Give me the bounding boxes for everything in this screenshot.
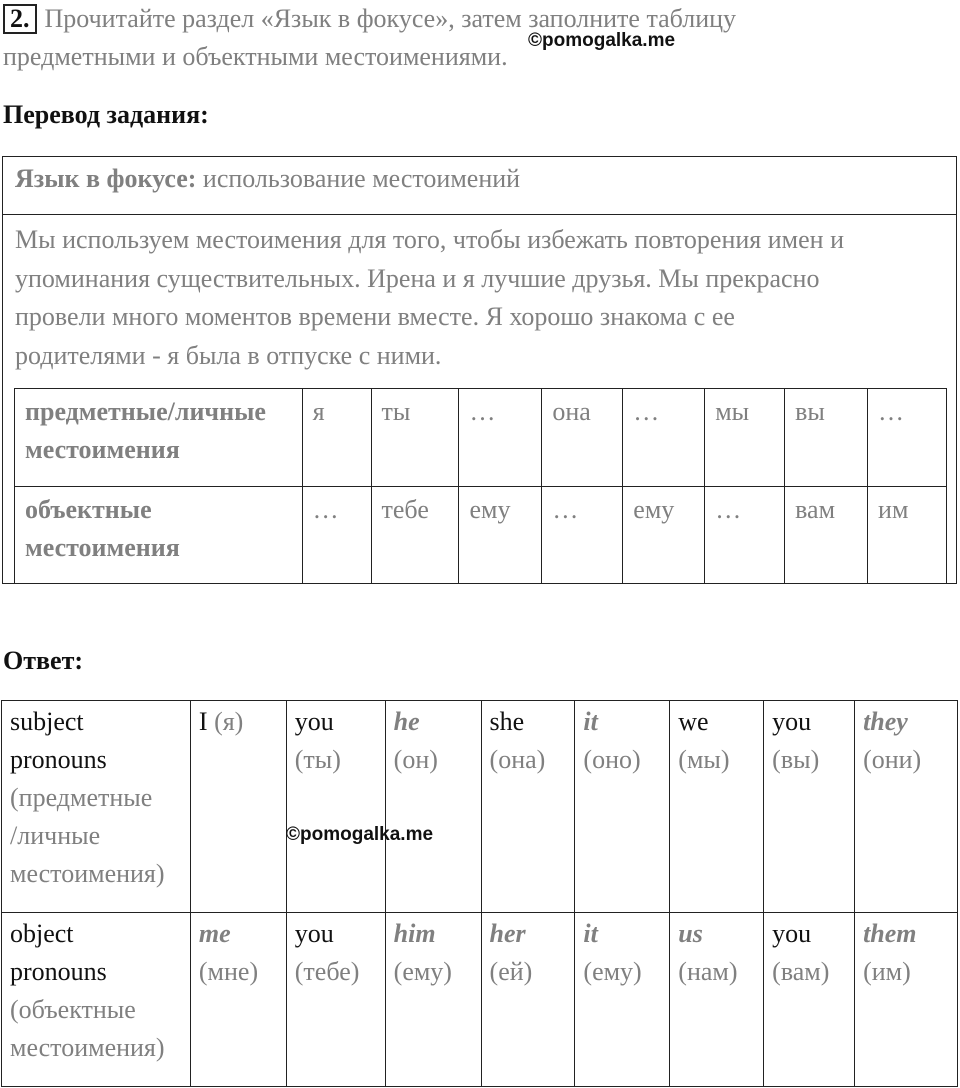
- table-cell: we (мы): [670, 701, 764, 913]
- watermark-top: ©pomogalka.me: [528, 30, 676, 51]
- answer-heading: Ответ:: [3, 646, 84, 675]
- table-cell: him (ему): [385, 913, 481, 1087]
- table-header-cell: предметные/личные местоимения: [15, 389, 303, 487]
- table-row: [15, 389, 947, 487]
- table-cell: she (она): [481, 701, 575, 913]
- watermark-answer: ©pomogalka.me: [286, 824, 434, 845]
- focus-paragraph: [3, 215, 956, 375]
- table-cell: ты: [371, 389, 459, 487]
- table-cell: она: [542, 389, 623, 487]
- task-number: 2.: [3, 4, 37, 34]
- table-cell: …: [542, 486, 623, 584]
- focus-line: провели много моментов времени вместе. Я хорошо знакома с ее: [15, 302, 735, 331]
- table-cell: …: [302, 486, 371, 584]
- focus-pronoun-table: [14, 388, 947, 584]
- task-statement: [3, 0, 953, 38]
- table-cell: …: [459, 389, 542, 487]
- task-line-2: предметными и объектными местоимениями.: [3, 42, 508, 71]
- table-cell: you (ты): [286, 701, 385, 913]
- table-cell: they (они): [855, 701, 958, 913]
- answer-table: [1, 700, 958, 1087]
- table-cell: им: [868, 486, 947, 584]
- table-cell: I (я): [190, 701, 286, 913]
- table-cell: …: [705, 486, 785, 584]
- table-cell: я: [302, 389, 371, 487]
- table-row: [2, 913, 958, 1087]
- table-cell: мы: [705, 389, 785, 487]
- focus-title: [3, 157, 956, 215]
- table-cell: …: [868, 389, 947, 487]
- focus-title-rest: использование местоимений: [196, 164, 521, 193]
- table-cell: me (мне): [190, 913, 286, 1087]
- table-cell: ему: [623, 486, 705, 584]
- focus-title-bold: Язык в фокусе:: [15, 164, 197, 193]
- table-header-cell: object pronouns (объектные местоимения): [2, 913, 191, 1087]
- table-row: [2, 701, 958, 913]
- focus-line: родителями - я была в отпуске с ними.: [15, 340, 442, 370]
- table-cell: it (ему): [575, 913, 670, 1087]
- table-cell: her (ей): [481, 913, 575, 1087]
- table-cell: he (он): [385, 701, 481, 913]
- translation-heading: Перевод задания:: [3, 100, 209, 129]
- table-cell: you (вы): [764, 701, 855, 913]
- table-cell: ему: [459, 486, 542, 584]
- table-header-cell: объектные местоимения: [15, 486, 303, 584]
- table-cell: you (тебе): [286, 913, 385, 1087]
- focus-line: упоминания существительных. Ирена и я лучшие друзья. Мы прекрасно: [15, 263, 820, 293]
- table-header-cell: subject pronouns (предметные /личные местоимения): [2, 701, 191, 913]
- table-cell: them (им): [855, 913, 958, 1087]
- table-cell: us (нам): [670, 913, 764, 1087]
- table-cell: you (вам): [764, 913, 855, 1087]
- table-cell: it (оно): [575, 701, 670, 913]
- table-row: [15, 486, 947, 584]
- table-cell: …: [623, 389, 705, 487]
- table-cell: вам: [785, 486, 868, 584]
- table-cell: тебе: [371, 486, 459, 584]
- focus-line: Мы используем местоимения для того, чтобы избежать повторения имен и: [15, 225, 844, 254]
- task-line-1: Прочитайте раздел «Язык в фокусе», затем заполните таблицу: [44, 4, 737, 33]
- table-cell: вы: [785, 389, 868, 487]
